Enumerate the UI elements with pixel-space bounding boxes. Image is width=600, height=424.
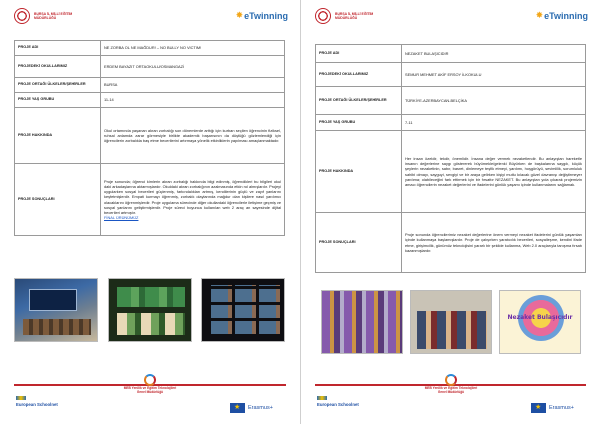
slide-shape bbox=[117, 313, 185, 335]
yet-text: MEB Yenilik ve Eğitim Teknolojileri Genel Müdürlüğü bbox=[123, 386, 177, 394]
yet-logo bbox=[421, 374, 481, 395]
row-value: Proje sonunda öğrencilerimiz nezaket değerlerine önem vermeyi nezaket ifadelerini günlük yaşamları içinde kullanmaya başlamışlardır. Proje de çalışırken yaratıcılık becerileri, sosyalleşme, kendini ifade etme, girişimcilik, günümüz teknolojisini yararlı bir şekilde kullanma, Web 2.0 araçlarıyla tanışma fırsatı kazanmışlardır. bbox=[402, 213, 586, 273]
eu-flag-icon bbox=[230, 403, 245, 413]
row-label: PROJE SONUÇLARI bbox=[15, 164, 101, 236]
meb-seal-icon bbox=[315, 8, 331, 24]
row-label: PROJE ADI bbox=[316, 45, 402, 63]
meb-logo bbox=[315, 8, 395, 24]
row-label: PROJE HAKKINDA bbox=[316, 131, 402, 213]
etwinning-logo bbox=[536, 10, 588, 21]
flag-icon bbox=[317, 396, 327, 400]
screen-shape bbox=[29, 289, 77, 311]
european-schoolnet-text: European Schoolnet bbox=[317, 401, 359, 407]
row-label: PROJE SONUÇLARI bbox=[316, 213, 402, 273]
flag-icon bbox=[16, 396, 26, 400]
erasmus-text: Erasmus+ bbox=[248, 405, 273, 411]
slide-shape bbox=[117, 287, 185, 307]
european-schoolnet-logo bbox=[317, 396, 361, 407]
final-product-link[interactable]: FİNAL ÜRÜNÜMÜZ bbox=[104, 214, 139, 220]
row-value: BURSA bbox=[101, 78, 285, 93]
meb-logo-text: BURSA İL MİLLİ EĞİTİM MÜDÜRLÜĞÜ bbox=[34, 11, 73, 20]
row-label: PROJE HAKKINDA bbox=[15, 108, 101, 164]
yet-text: MEB Yenilik ve Eğitim Teknolojileri Genel Müdürlüğü bbox=[424, 386, 478, 394]
students-shape bbox=[23, 319, 91, 335]
right-page bbox=[300, 0, 600, 424]
row-value: NE ZORBA OL NE MAĞDUR! – NO BULLY NO VICTIM! bbox=[101, 41, 285, 56]
row-value: 11-14 bbox=[101, 93, 285, 108]
poster-photo bbox=[499, 290, 581, 354]
students-pattern-shape bbox=[417, 311, 487, 349]
classroom-photo bbox=[14, 278, 98, 342]
row-label: PROJE YAŞ GRUBU bbox=[316, 115, 402, 131]
star-icon: ✸ bbox=[535, 10, 544, 20]
row-value: Her insan özeldir, tekdir, önemlidir. İnsana değer vermek nezaketlendir. Bu anlayıştan hareketle insanın değerlerine saygı göstererek büyümekle/gelenki Büyürken de başkalarına saygılı, küçük şeylerin nezaketinin, sabır, basret, dinlemeye teşfik etmeyi, yardımı, hoşgörüyü, sevimlilik, sorumluluk sahibi olmayı, sayguyi, sevgiyi ve bir araya gelirken kişiyi mutlu kılacak güzel davranışı değiştirmeyer yardıma; olabileceğini fark ettirmek için bir fırsattır NEZAKET. Bu anlayıştan yola çıkarak projemizin amacı öğrencilerin nezaket değerlerini ve ifadelerini günlük yaşamı içinde kullanmalarını sağlamak. bbox=[402, 131, 586, 213]
row-label: PROJE ORTAĞI ÜLKELER/ŞEHİRLER bbox=[15, 78, 101, 93]
row-label: PROJE ORTAĞI ÜLKELER/ŞEHİRLER bbox=[316, 87, 402, 115]
etwinning-text: eTwinning bbox=[544, 10, 588, 21]
photo-strip-right bbox=[321, 290, 581, 354]
star-icon: ✸ bbox=[235, 10, 244, 20]
european-schoolnet-text: European Schoolnet bbox=[16, 401, 58, 407]
row-label: PROJEDEKİ OKULLARIMIZ bbox=[15, 56, 101, 78]
row-label: PROJEDEKİ OKULLARIMIZ bbox=[316, 63, 402, 87]
row-value: TÜRKİYE-AZERBAYCAN-BELÇİKA bbox=[402, 87, 586, 115]
video-tiles-shape bbox=[208, 285, 280, 337]
yet-mark-icon bbox=[445, 374, 457, 386]
photo-strip-left bbox=[14, 278, 285, 342]
row-value: SEMUR MEHMET AKİF ERSOY İLKOKULU bbox=[402, 63, 586, 87]
eu-flag-icon bbox=[531, 403, 546, 413]
row-label: PROJE ADI bbox=[15, 41, 101, 56]
meb-seal-icon bbox=[14, 8, 30, 24]
meb-logo bbox=[14, 8, 94, 24]
etwinning-text: eTwinning bbox=[244, 10, 288, 21]
etwinning-logo bbox=[236, 10, 288, 21]
students-pattern-shape bbox=[322, 291, 403, 354]
students-photo-1 bbox=[321, 290, 403, 354]
row-value: 7-11 bbox=[402, 115, 586, 131]
row-value: ERDEM BAYAZIT ORTAOKULU/OSMANGAZİ bbox=[101, 56, 285, 78]
row-value-cell bbox=[101, 164, 285, 236]
students-photo-2 bbox=[410, 290, 492, 354]
presentation-photo bbox=[108, 278, 192, 342]
row-value: Okul ortamında yaşanan akran zorbalığı son dönemlerde arttığı için kurban seçilen öğrencinin fiziksel, ruhsal anlamda zarar görmesiyle birlikte akademik başarısının da düştüğü gözlemlendiği için öğrencilerin zorbalıkla baş etme becerilerini artırmaya yönelik etkinliklerin yapılması amaçlanmaktadır. bbox=[101, 108, 285, 164]
yet-mark-icon bbox=[144, 374, 156, 386]
video-grid-photo bbox=[201, 278, 285, 342]
row-value: Proje sonunda; öğrenci kimlerin akran zorbalığı hakkında bilgi edinmiş, öğrendikleri bu bilgileri okul daki arkadaşlarına aktarmışlardır. Okuldaki akran zorbalığının azalmasında etkin rol almışlardır. Projeyi uygularken sosyal becerileri güçlenmiş, farkındalıkları artmış, kendilerinin güçlü ve zayıf yanlarını keşfetmişlerdir. Empati kurmayı öğrenmiş, zorbalık olaylarında mağdur olan kişilere nasıl yardımcı olacaklarını öğrenmişlerdir. Proje uygulama sürecinde diğer okullardaki öğrencilerle iletişime geçmiş ve sosyal yanlarını geliştirmişlerdir. Proje süreci boyunca kullanılan web 2 araç an sayesinde dijital becerileri artmıştır. bbox=[104, 179, 281, 215]
poster-title: Nezaket Bulaşıcıdır bbox=[507, 314, 573, 321]
project-table-right bbox=[315, 44, 586, 273]
erasmus-text: Erasmus+ bbox=[549, 405, 574, 411]
erasmus-logo bbox=[230, 403, 273, 413]
row-value: NEZAKET BULAŞICIDIR bbox=[402, 45, 586, 63]
project-table-left bbox=[14, 40, 285, 236]
yet-logo bbox=[120, 374, 180, 395]
erasmus-logo bbox=[531, 403, 574, 413]
row-label: PROJE YAŞ GRUBU bbox=[15, 93, 101, 108]
european-schoolnet-logo bbox=[16, 396, 60, 407]
meb-logo-text: BURSA İL MİLLİ EĞİTİM MÜDÜRLÜĞÜ bbox=[335, 11, 374, 20]
